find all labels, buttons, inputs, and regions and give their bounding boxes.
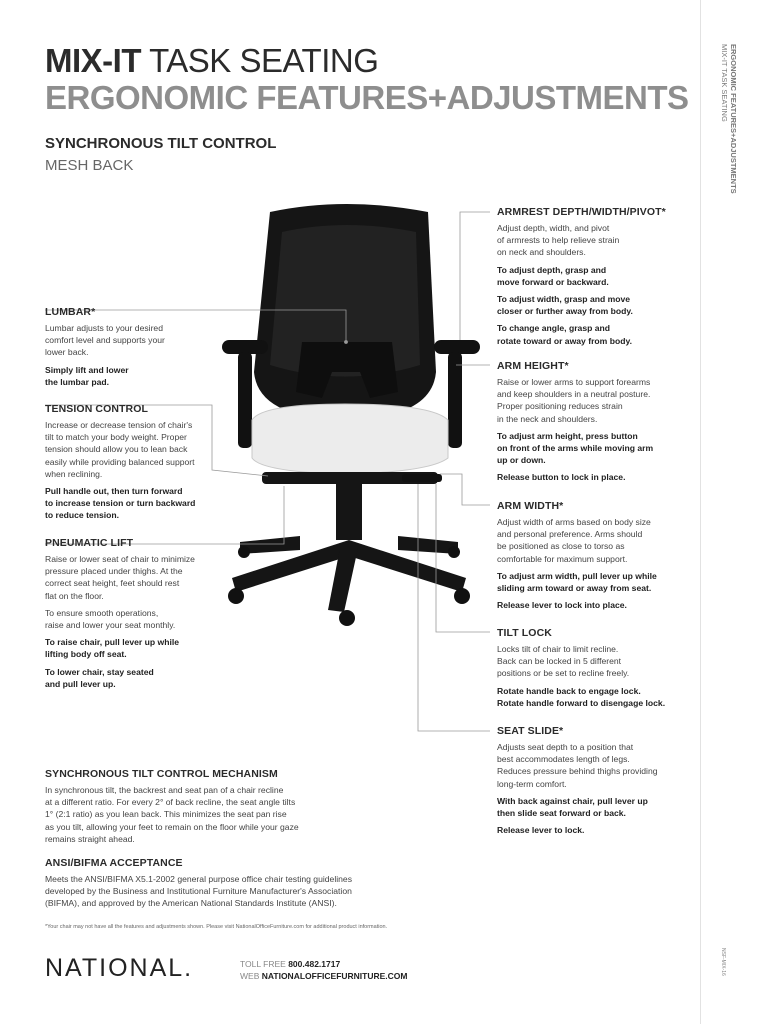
armwidth-action2: Release lever to lock into place. [497, 600, 627, 611]
mechanism-desc: In synchronous tilt, the backrest and seat pan of a chair recline at a different ratio. For every 2° of back recline, the seat angle tilts 1° (2:1 ratio) as you lean back. This minimizes the seat pan rise as you tilt, allowing your feet to remain on the floor while your gaze remains straight ahead. [45, 785, 299, 844]
armwidth-desc: Adjust width of arms based on body size and personal preference. Arms should be positioned as close to torso as comfortable for maximum support. [497, 517, 651, 564]
contact-info [240, 958, 408, 982]
ansi-title: ANSI/BIFMA ACCEPTANCE [45, 857, 183, 869]
pneumatic-action1: To raise chair, pull lever up while lifting body off seat. [45, 637, 180, 660]
seatslide-action1: With back against chair, pull lever up then slide seat forward or back. [497, 795, 648, 819]
chair-seat [252, 404, 448, 474]
lumbar-desc: Lumbar adjusts to your desired comfort level and supports your lower back. [45, 323, 165, 358]
tension-title: TENSION CONTROL [45, 403, 148, 415]
armheight-title: ARM HEIGHT* [497, 360, 569, 372]
armwidth-section [497, 500, 692, 616]
ansi-desc: Meets the ANSI/BIFMA X5.1-2002 general purpose office chair testing guidelines developed by the Business and Institutional Furniture Manufacturer's Association (BIFMA), and approved by the American National Standards Institute (ANSI). [45, 874, 353, 909]
leader-tiltlock [436, 484, 490, 632]
side-tab-line2: MIX-IT TASK SEATING [720, 44, 729, 122]
web-link[interactable]: NATIONALOFFICEFURNITURE.COM [261, 971, 408, 981]
armrest-section [497, 206, 692, 352]
side-tab-line1: ERGONOMIC FEATURES+ADJUSTMENTS [729, 44, 738, 194]
pneumatic-desc: Raise or lower seat of chair to minimize pressure placed under thighs. At the correct seat height, feet should rest flat on the floor. [45, 554, 195, 601]
armrest-action2: To adjust width, grasp and move closer or further away from body. [497, 294, 633, 317]
ansi-section [45, 857, 405, 915]
toll-label: TOLL FREE [240, 959, 286, 969]
tiltlock-section [497, 627, 692, 714]
tension-desc: Increase or decrease tension of chair's tilt to match your body weight. Proper tension should allow you to lean back easily while providing balanced support when reclining. [45, 420, 195, 479]
title-category: TASK SEATING [149, 42, 379, 79]
caster [339, 610, 355, 626]
tiltlock-action1: Rotate handle back to engage lock. Rotate handle forward to disengage lock. [497, 685, 666, 708]
tiltlock-title: TILT LOCK [497, 627, 552, 639]
armwidth-action1: To adjust arm width, pull lever up while sliding arm toward or away from seat. [497, 570, 657, 594]
toll-number: 800.482.1717 [288, 959, 341, 969]
footnote: *Your chair may not have all the features and adjustments shown. Please visit NationalOfficeFurniture.com for additional product information. [45, 924, 388, 930]
armwidth-title: ARM WIDTH* [497, 500, 564, 512]
armrest-title: ARMREST DEPTH/WIDTH/PIVOT* [497, 206, 666, 218]
tension-action: Pull handle out, then turn forward to increase tension or turn backward to reduce tension. [45, 486, 196, 521]
armheight-action2: Release button to lock in place. [497, 472, 626, 483]
armheight-action1: To adjust arm height, press button on front of the arms while moving arm up or down. [497, 430, 654, 466]
pneumatic-desc2: To ensure smooth operations, raise and lower your seat monthly. [45, 607, 176, 631]
mechanism-title: SYNCHRONOUS TILT CONTROL MECHANISM [45, 768, 278, 780]
lumbar-title: LUMBAR* [45, 306, 96, 318]
web-label: WEB [240, 971, 260, 981]
tiltlock-desc: Locks tilt of chair to limit recline. Back can be locked in 5 different positions or be set to recline freely. [497, 644, 630, 679]
armrest-action3: To change angle, grasp and rotate toward or away from body. [497, 323, 632, 346]
pneumatic-section [45, 537, 250, 695]
pneumatic-title: PNEUMATIC LIFT [45, 537, 134, 549]
pneumatic-action2: To lower chair, stay seated and pull lever up. [45, 666, 154, 689]
seatslide-title: SEAT SLIDE* [497, 725, 564, 737]
tension-section [45, 403, 250, 527]
seatslide-desc: Adjusts seat depth to a position that best accommodates length of legs. Reduces pressure behind thighs providing long-term comfort. [497, 742, 658, 789]
seatslide-section [497, 725, 692, 841]
leader-armwidth [440, 474, 490, 505]
caster [448, 546, 460, 558]
section-subtitle: MESH BACK [45, 157, 134, 174]
document-code: NSF-MIX-16 [720, 948, 726, 976]
title-product: MIX-IT [45, 42, 141, 79]
national-logo: NATIONAL. [45, 954, 194, 982]
armheight-section [497, 360, 692, 489]
mechanism-section [45, 768, 375, 850]
lumbar-action: Simply lift and lower the lumbar pad. [45, 364, 129, 387]
armrest-desc: Adjust depth, width, and pivot of armrests to help relieve strain on neck and shoulders. [497, 223, 620, 258]
seatslide-action2: Release lever to lock. [497, 825, 585, 836]
lumbar-section [45, 306, 250, 393]
leader-armrest [460, 212, 490, 340]
caster [454, 588, 470, 604]
armheight-desc: Raise or lower arms to support forearms and keep shoulders in a neutral posture. Proper positioning reduces strain in the neck and shoulders. [497, 377, 651, 424]
armrest-action1: To adjust depth, grasp and move forward or backward. [497, 264, 609, 287]
right-armrest [434, 340, 480, 354]
leader-seatslide [418, 484, 490, 731]
section-title: SYNCHRONOUS TILT CONTROL [45, 135, 277, 152]
gas-cylinder [336, 484, 362, 540]
page-subtitle: ERGONOMIC FEATURES+ADJUSTMENTS [45, 79, 689, 116]
